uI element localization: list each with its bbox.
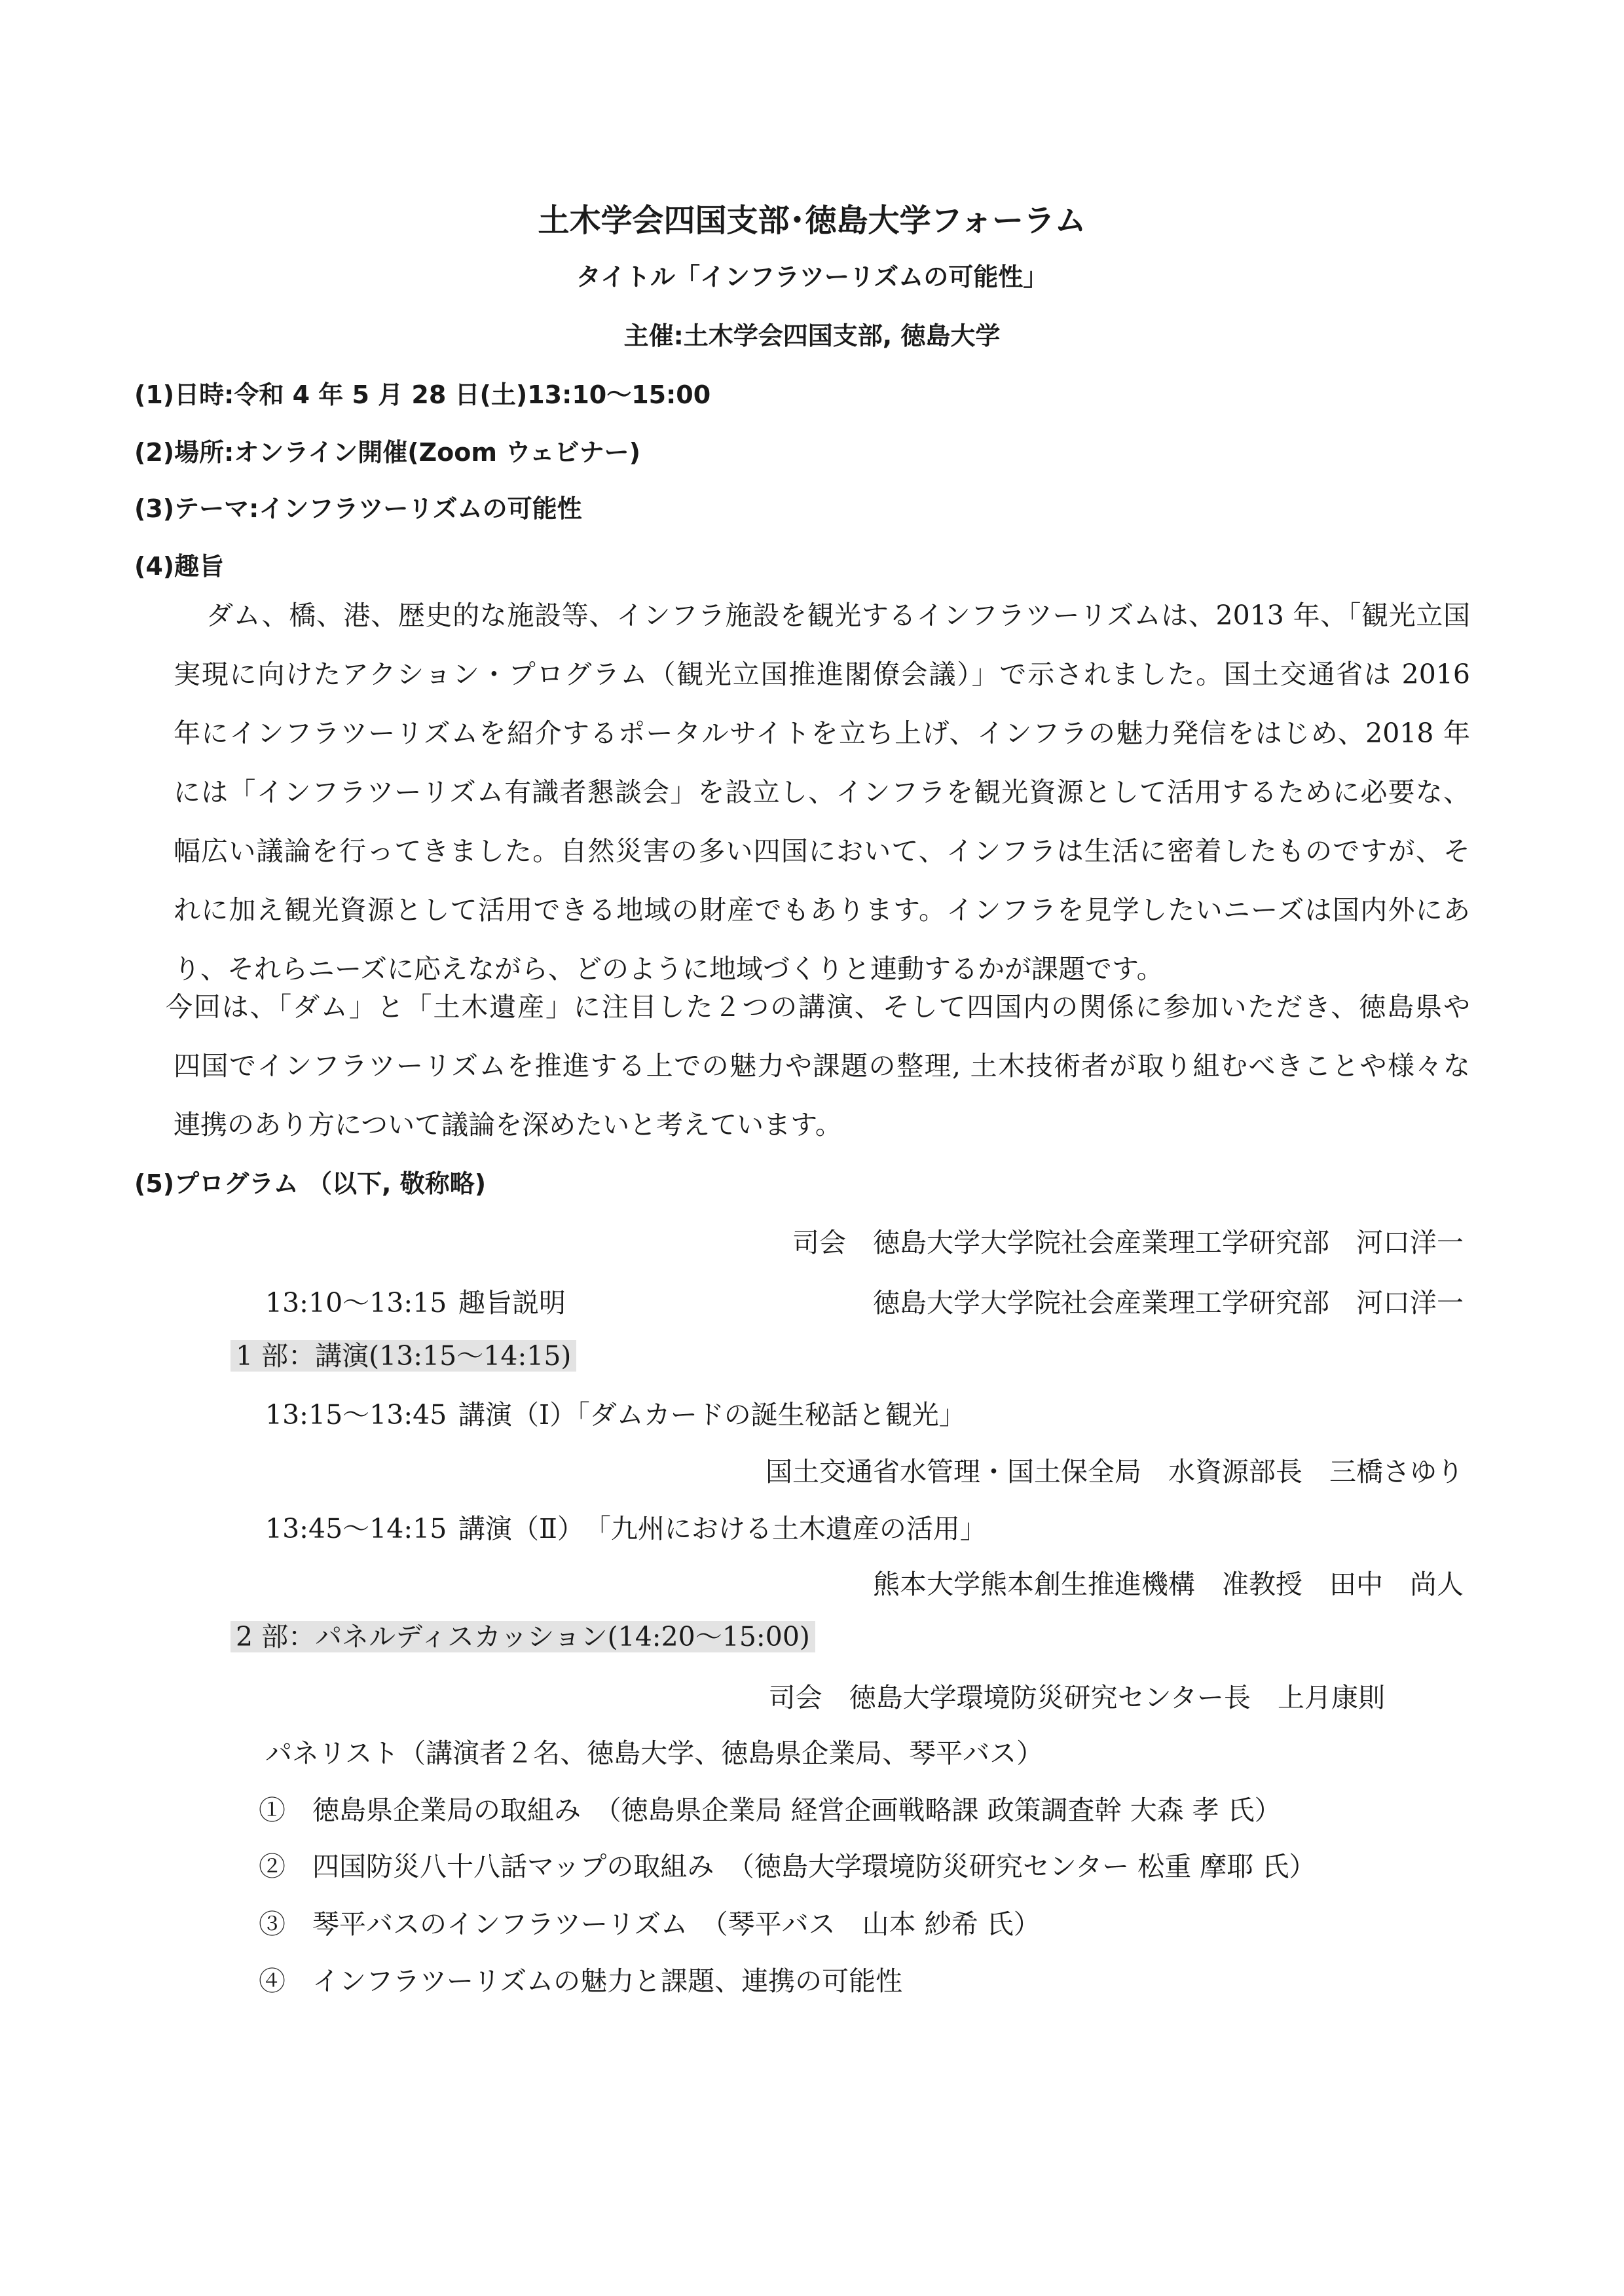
- opening-time: 13:10〜13:15: [265, 1287, 447, 1319]
- part2-label: [231, 1615, 815, 1654]
- panel-item: ③ 琴平バスのインフラツーリズム （琴平バス 山本 紗希 氏）: [259, 1908, 1041, 1940]
- purpose-line: り、それらニーズに応えながら、どのように地域づくりと連動するかが課題です。: [174, 953, 1164, 985]
- talk1-time: 13:15〜13:45: [265, 1399, 447, 1430]
- panel-item: ① 徳島県企業局の取組み （徳島県企業局 経営企画戦略課 政策調査幹 大森 孝 氏）: [259, 1795, 1282, 1826]
- part2-moderator: 司会 徳島大学環境防災研究センター長 上月康則: [768, 1682, 1385, 1713]
- talk2-time: 13:45〜14:15: [265, 1513, 447, 1544]
- section-theme: (3)テーマ:インフラツーリズムの可能性: [134, 494, 582, 523]
- purpose-line: 連携のあり方について議論を深めたいと考えています。: [174, 1109, 842, 1140]
- talk2-title: 講演（Ⅱ） 「九州における土木遺産の活用」: [458, 1513, 987, 1544]
- panel-item: ④ インフラツーリズムの魅力と課題、連携の可能性: [259, 1965, 903, 1997]
- talk1-speaker: 国土交通省水管理・国土保全局 水資源部長 三橋さゆり: [766, 1456, 1464, 1487]
- purpose-line: ダム、橋、港、歴史的な施設等、インフラ施設を観光するインフラツーリズムは、2013 年、「観光立国: [206, 600, 1470, 631]
- part1-label-text: 1 部：講演(13:15〜14:15): [231, 1340, 576, 1372]
- talk2-speaker: 熊本大学熊本創生推進機構 准教授 田中 尚人: [873, 1569, 1464, 1600]
- opening-speaker: 徳島大学大学院社会産業理工学研究部 河口洋一: [873, 1287, 1464, 1319]
- opening-item: 趣旨説明: [458, 1287, 566, 1319]
- purpose-line: には「インフラツーリズム有識者懇談会」を設立し、インフラを観光資源として活用するために必要な、: [174, 776, 1470, 808]
- purpose-line: 実現に向けたアクション・プログラム（観光立国推進閣僚会議）」で示されました。国土交通省は 2016: [174, 659, 1470, 690]
- purpose-paragraph: [174, 586, 1470, 998]
- section-program-heading: (5)プログラム （以下, 敬称略): [134, 1169, 487, 1198]
- organizer: 主催:土木学会四国支部, 徳島大学: [623, 321, 1001, 350]
- section-date: (1)日時:令和 4 年 5 月 28 日(土)13:10〜15:00: [134, 380, 711, 409]
- purpose-line: れに加え観光資源として活用できる地域の財産でもあります。インフラを見学したいニーズは国内外にあ: [174, 894, 1470, 926]
- purpose-line: 年にインフラツーリズムを紹介するポータルサイトを立ち上げ、インフラの魅力発信をはじめ、2018 年: [174, 718, 1470, 749]
- part1-label: [231, 1334, 576, 1373]
- section-purpose-heading: (4)趣旨: [134, 552, 225, 581]
- purpose-paragraph-2: [166, 977, 1470, 1154]
- document-subtitle: タイトル「インフラツーリズムの可能性」: [576, 263, 1048, 291]
- section-place: (2)場所:オンライン開催(Zoom ウェビナー): [134, 438, 641, 467]
- talk1-title: 講演（Ⅰ）「ダムカードの誕生秘話と観光」: [458, 1399, 966, 1430]
- panelists: パネリスト（講演者２名、徳島大学、徳島県企業局、琴平バス）: [265, 1738, 1044, 1769]
- purpose-line: 今回は、「ダム」と「土木遺産」に注目した２つの講演、そして四国内の関係に参加いただき、徳島県や: [166, 991, 1470, 1023]
- document-title: 土木学会四国支部･徳島大学フォーラム: [538, 202, 1086, 239]
- purpose-line: 幅広い議論を行ってきました。自然災害の多い四国において、インフラは生活に密着したものですが、そ: [174, 835, 1470, 867]
- purpose-line: 四国でインフラツーリズムを推進する上での魅力や課題の整理, 土木技術者が取り組むべきことや様々な: [174, 1050, 1470, 1082]
- part2-label-text: 2 部：パネルディスカッション(14:20〜15:00): [231, 1621, 815, 1652]
- program-moderator: 司会 徳島大学大学院社会産業理工学研究部 河口洋一: [792, 1227, 1464, 1258]
- panel-item: ② 四国防災八十八話マップの取組み （徳島大学環境防災研究センター 松重 摩耶 氏）: [259, 1851, 1316, 1882]
